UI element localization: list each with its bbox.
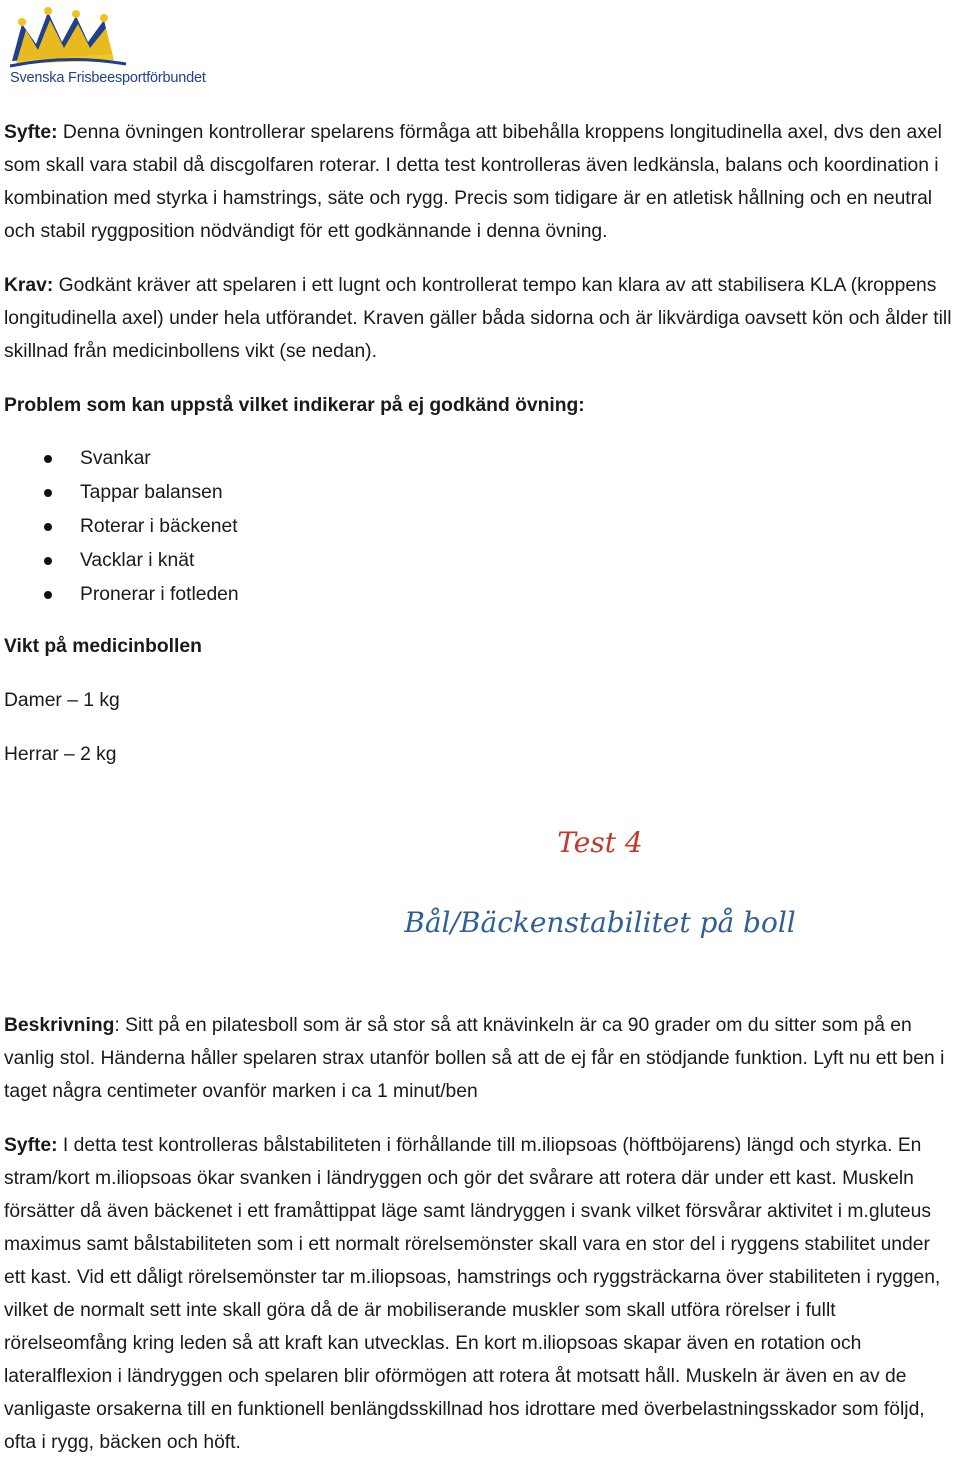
weight-men: Herrar – 2 kg [4,744,117,765]
beskrivning-text: : Sitt på en pilatesboll som är så stor så att knävinkeln är ca 90 grader om du sitter som på en vanlig stol. Händerna håller spelaren strax utanför bollen så att de ej får en stödjande funktion. Lyft nu ett ben i taget några centimeter ovanför marken i ca 1 minut/ben [4,1015,945,1102]
weight-women: Damer – 1 kg [4,690,120,711]
federation-logo [8,6,223,88]
logo-text: Svenska Frisbeesportförbundet [10,70,206,86]
list-item: Vacklar i knät [4,544,956,578]
beskrivning-label: Beskrivning [4,1015,115,1036]
list-item: Svankar [4,442,956,476]
krav-label: Krav: [4,275,54,296]
syfte-text: Denna övningen kontrollerar spelarens förmåga att bibehålla kroppens longitudinella axel, dvs den axel som skall vara stabil då discgolfaren roterar. I detta test kontrolleras även ledkänsla, balans och koordination i kombination med styrka i hamstrings, säte och rygg. Precis som tidigare är en atletisk hållning och en neutral och stabil ryggposition nödvändigt för ett godkännande i denna övning. [4,122,942,242]
test-number: Test 4 [557,826,643,859]
syfte-paragraph-2 [4,1129,956,1459]
syfte-label-2: Syfte: [4,1135,58,1156]
beskrivning-paragraph [4,1009,956,1108]
document-body-2 [4,1009,956,1459]
syfte-paragraph [4,116,956,248]
weight-heading: Vikt på medicinbollen [4,636,202,657]
krav-paragraph [4,269,956,368]
problem-heading: Problem som kan uppstå vilket indikerar på ej godkänd övning: [4,395,585,416]
krav-text: Godkänt kräver att spelaren i ett lugnt och kontrollerat tempo kan klara av att stabilisera KLA (kroppens longitudinella axel) under hela utförandet. Kraven gäller båda sidorna och är likvärdiga oavsett kön och ålder till skillnad från medicinbollens vikt (se nedan). [4,275,952,362]
list-item: Pronerar i fotleden [4,578,956,612]
syfte-text-2: I detta test kontrolleras bålstabiliteten i förhållande till m.iliopsoas (höftböjarens) längd och styrka. En stram/kort m.iliopsoas ökar svanken i ländryggen och gör det svårare att rotera där under ett kast. Muskeln försätter då även bäckenet i ett framåttippat läge samt ländryggen i svank vilket försvårar aktivitet i m.gluteus maximus samt bålstabiliteten som i ett normalt rörelsemönster skall vara en stor del i ryggens stabilitet under ett kast. Vid ett dåligt rörelsemönster tar m.iliopsoas, hamstrings och ryggsträckarna över stabiliteten i ryggen, vilket de normalt sett inte skall göra då de är mobiliserande muskler som skall utföra rörelser i fullt rörelseomfång kring leden så att kraft kan utvecklas. En kort m.iliopsoas skapar även en rotation och lateralflexion i ländryggen och spelaren blir oförmögen att rotera åt motsatt håll. Muskeln är även en av de vanligaste orsakerna till en funktionell benlängdsskillnad hos idrottare med överbelastningsskador som följd, ofta i rygg, bäcken och höft. [4,1135,941,1453]
document-body [4,116,956,771]
problem-list [4,442,956,612]
syfte-label: Syfte: [4,122,58,143]
crown-icon [8,6,128,68]
list-item: Tappar balansen [4,476,956,510]
test-name: Bål/Bäckenstabilitet på boll [404,906,796,939]
list-item: Roterar i bäckenet [4,510,956,544]
